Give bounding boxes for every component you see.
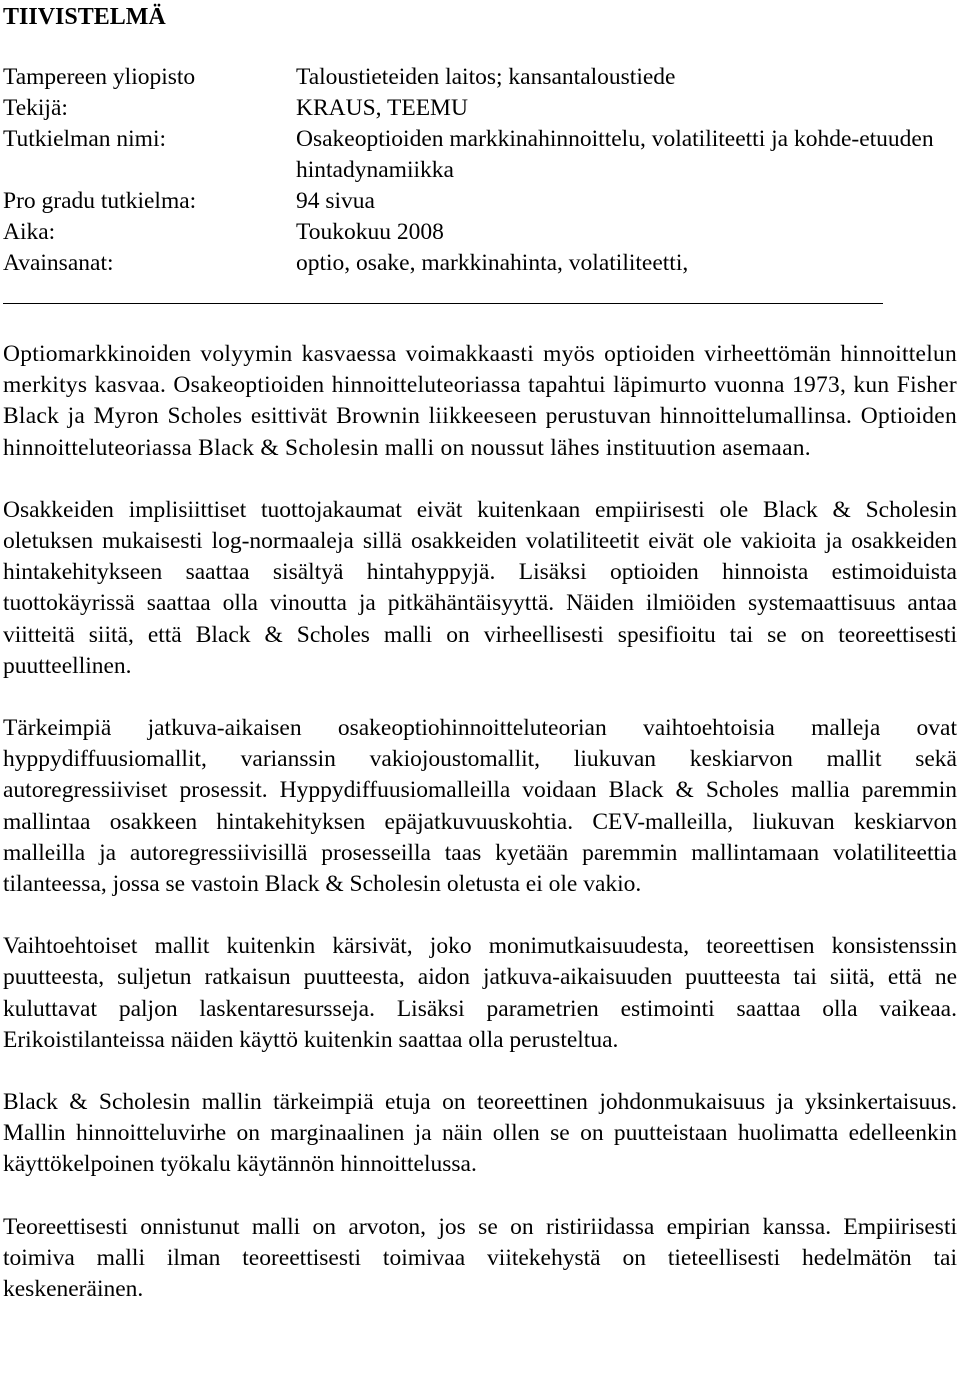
university-value: Taloustieteiden laitos; kansantaloustiede (296, 64, 676, 90)
page-title: TIIVISTELMÄ (3, 4, 166, 30)
abstract-body (3, 339, 957, 1336)
pages-label: Pro gradu tutkielma: (3, 188, 197, 214)
university-label: Tampereen yliopisto (3, 64, 196, 90)
metadata-table (0, 62, 960, 279)
abstract-paragraph: Vaihtoehtoiset mallit kuitenkin kärsivät, joko monimutkaisuudesta, teoreettisen konsistenssin puutteesta, suljetun ratkaisun puutteesta, aidon jatkuva-aikaisuuden puutteesta tai siitä, että ne kuluttavat paljon laskentaresursseja. Lisäksi parametrien estimointi saattaa olla vaikeaa. Erikoistilanteissa näiden käyttö kuitenkin saattaa olla perusteltua. (3, 933, 957, 1053)
author-label: Tekijä: (3, 95, 68, 121)
metadata-row-date (0, 217, 960, 248)
date-value: Toukokuu 2008 (296, 219, 444, 245)
thesis-title-value: Osakeoptioiden markkinahinnoittelu, volatiliteetti ja kohde-etuuden hintadynamiikka (296, 126, 934, 183)
metadata-row-thesis-title (0, 124, 960, 186)
metadata-row-keywords (0, 248, 960, 279)
abstract-paragraph: Teoreettisesti onnistunut malli on arvoton, jos se on ristiriidassa empirian kanssa. Empiirisesti toimiva malli ilman teoreettisesti toimivaa viitekehystä on tieteellisesti hedelmätön tai keskeneräinen. (3, 1213, 957, 1303)
metadata-row-university (0, 62, 960, 93)
metadata-row-pages (0, 186, 960, 217)
pages-value: 94 sivua (296, 188, 375, 214)
keywords-label: Avainsanat: (3, 250, 114, 276)
abstract-paragraph: Tärkeimpiä jatkuva-aikaisen osakeoptiohinnoitteluteorian vaihtoehtoisia malleja ovat hyppydiffuusiomallit, varianssin vakiojoustomallit, liukuvan keskiarvon mallit sekä autoregressiiviset prosessit. Hyppydiffuusiomalleilla voidaan Black & Scholes mallia paremmin mallintaa osakkeen hintakehityksen epäjatkuvuuskohtia. CEV-malleilla, liukuvan keskiarvon malleilla ja autoregressiivisillä prosesseilla taas kyetään paremmin mallintamaan volatiliteettia tilanteessa, jossa se vastoin Black & Scholesin oletusta ei ole vakio. (3, 715, 957, 898)
abstract-paragraph: Osakkeiden implisiittiset tuottojakaumat eivät kuitenkaan empiirisesti ole Black & Scholesin oletuksen mukaisesti log-normaaleja sillä osakkeiden volatiliteetit eivät ole vakioita ja osakkeiden hintakehitykseen saattaa sisältyä hintahyppyjä. Lisäksi optioiden hinnoista estimoiduista tuottokäyrissä saattaa olla vinoutta ja pitkähäntäisyyttä. Näiden ilmiöiden systemaattisuus antaa viitteitä siitä, että Black & Scholes malli on virheellisesti spesifioitu tai se on teoreettisesti puutteellinen. (3, 496, 957, 679)
keywords-value: optio, osake, markkinahinta, volatiliteetti, (296, 250, 689, 276)
section-divider (3, 303, 883, 304)
thesis-title-label: Tutkielman nimi: (3, 126, 166, 152)
abstract-paragraph: Black & Scholesin mallin tärkeimpiä etuja on teoreettinen johdonmukaisuus ja yksinkertaisuus. Mallin hinnoitteluvirhe on marginaalinen ja näin ollen se on puutteistaan huolimatta edelleenkin käyttökelpoinen työkalu käytännön hinnoittelussa. (3, 1089, 957, 1178)
author-value: KRAUS, TEEMU (296, 95, 468, 121)
abstract-paragraph: Optiomarkkinoiden volyymin kasvaessa voimakkaasti myös optioiden virheettömän hinnoittelun merkitys kasvaa. Osakeoptioiden hinnoitteluteoriassa tapahtui läpimurto vuonna 1973, kun Fisher Black ja Myron Scholes esittivät Brownin liikkeeseen perustuvan hinnoittelumallinsa. Optioiden hinnoitteluteoriassa Black & Scholesin malli on noussut lähes instituution asemaan. (3, 341, 957, 461)
metadata-row-author (0, 93, 960, 124)
date-label: Aika: (3, 219, 56, 245)
